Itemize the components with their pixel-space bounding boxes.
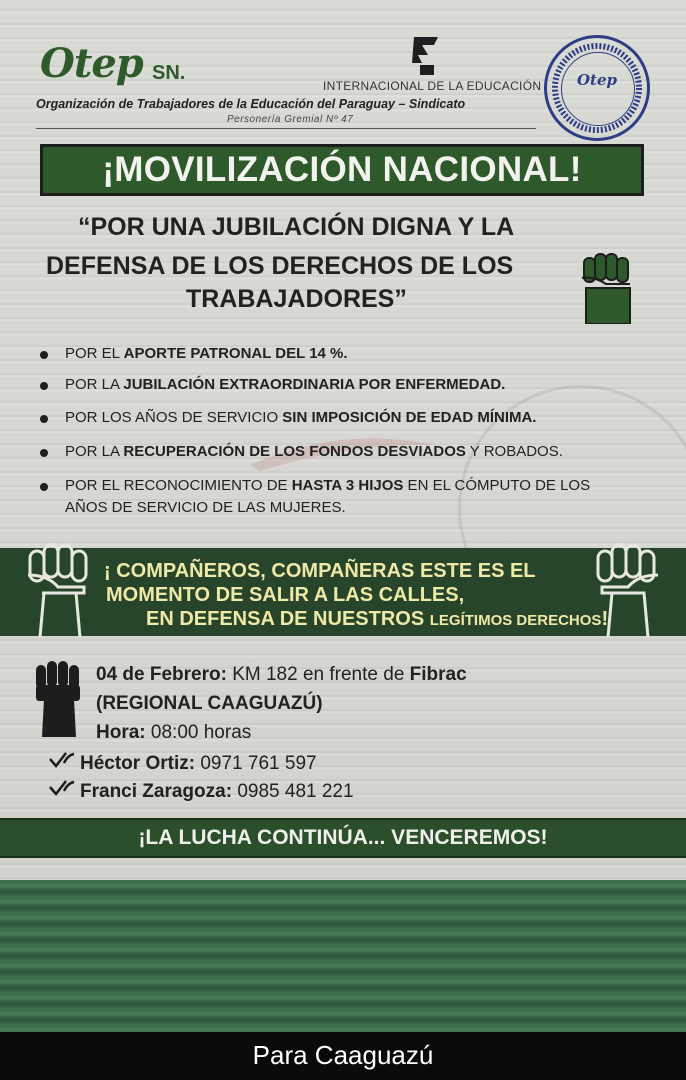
union-seal-icon [544, 35, 650, 141]
closing-banner: ¡LA LUCHA CONTINÚA... VENCEREMOS! [0, 818, 686, 858]
poster: Otep SN. Organización de Trabajadores de la Educación del Paraguay – Sindicato Personería Gremial Nº 47 INTERNACIONAL DE LA EDUCACIÓN Otep ¡MOVILIZACIÓN NACIONAL! “POR UNA JUBILACIÓN DIGNA Y LA DEFENSA DE LOS DERECHOS DE LOS TRABAJADORES” POR EL APORTE PATRONAL DEL 14 %. POR LA JUBILACIÓN EXTRAORDINARIA POR ENFERMEDAD. POR LOS AÑOS DE SERVICIO SIN IMPOSICIÓN DE EDAD MÍNIMA. POR LA RECUPERACIÓN DE LOS FONDOS DESVIADOS Y ROBADOS. POR EL RECONOCIMIENTO DE HASTA 3 HIJOS EN EL CÓMPUTO DE LOS AÑOS DE SERVICIO DE LAS MUJERES. ¡ COMPAÑEROS, COMPAÑERAS ESTE ES EL MOMENTO DE SALIR A LAS CALLES, EN DEFENSA DE NUESTROS LEGÍTIMOS DERECHOS! 04 de Febrero: KM 182 en frente de Fibrac (REGIONAL CAAGUAZÚ) Hora: 08:00 horas Héctor Ortiz: 0971 761 597 Franci Zaragoza: 0985 481 221 ¡LA LUCHA CONTINÚA... VENCEREMOS! [0, 0, 686, 1032]
event-regional: (REGIONAL CAAGUAZÚ) [96, 693, 323, 714]
education-international-logo-icon [408, 33, 444, 77]
title-banner: ¡MOVILIZACIÓN NACIONAL! [40, 144, 644, 196]
check-signature-icon [48, 779, 80, 803]
event-details [96, 660, 467, 747]
personeria-gremial: Personería Gremial Nº 47 [227, 114, 354, 125]
call-line-3: EN DEFENSA DE NUESTROS LEGÍTIMOS DERECHOS! [146, 608, 609, 630]
call-line-1: ¡ COMPAÑEROS, COMPAÑERAS ESTE ES EL [104, 560, 536, 582]
seal-label: Otep [576, 71, 618, 89]
organization-name: Organización de Trabajadores de la Educación del Paraguay – Sindicato [36, 97, 466, 111]
contact-1: Héctor Ortiz: 0971 761 597 [48, 751, 317, 775]
raised-fist-icon [30, 657, 86, 737]
headline-line-2: DEFENSA DE LOS DERECHOS DE LOS [46, 252, 514, 280]
shutter-graphic [0, 880, 686, 1032]
raised-fist-left-icon [22, 541, 96, 637]
image-caption: Para Caaguazú [252, 1040, 434, 1070]
header-divider [36, 128, 536, 129]
headline-line-3: TRABAJADORES” [186, 285, 407, 313]
call-line-2: MOMENTO DE SALIR A LAS CALLES, [106, 584, 465, 606]
call-to-action-text [104, 559, 608, 633]
event-date-location: 04 de Febrero: KM 182 en frente de Fibrac [96, 664, 467, 685]
international-education-label: INTERNACIONAL DE LA EDUCACIÓN [323, 79, 542, 93]
otep-logo-suffix: SN. [152, 62, 186, 84]
raised-fist-icon [574, 248, 644, 324]
event-hour: Hora: 08:00 horas [96, 722, 252, 743]
otep-logo: Otep [40, 40, 143, 87]
check-signature-icon [48, 751, 80, 775]
headline-line-1: “POR UNA JUBILACIÓN DIGNA Y LA [78, 213, 515, 241]
contact-2: Franci Zaragoza: 0985 481 221 [48, 779, 354, 803]
